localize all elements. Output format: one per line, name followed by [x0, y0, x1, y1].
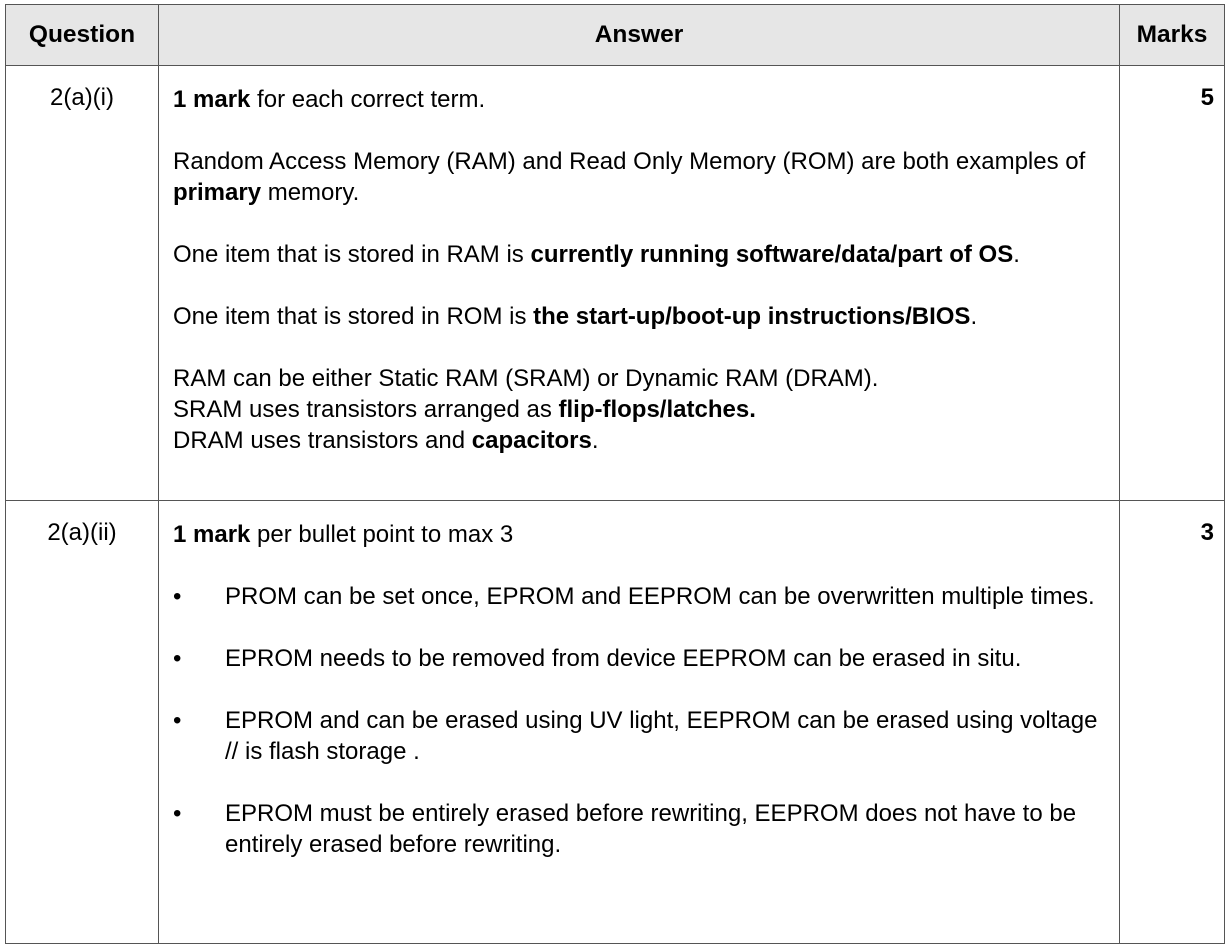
list-item: • EPROM must be entirely erased before rewriting, EEPROM does not have to be entirely erased before rewriting.	[173, 800, 1077, 858]
answer-paragraph: One item that is stored in RAM is currently running software/data/part of OS.	[173, 241, 1020, 268]
table-row	[6, 66, 1225, 501]
header-question: Question	[6, 5, 159, 66]
answer-intro: 1 mark for each correct term.	[173, 86, 486, 113]
answer-paragraph: Random Access Memory (RAM) and Read Only Memory (ROM) are both examples of primary memory.	[173, 148, 1086, 206]
answer-paragraph: RAM can be either Static RAM (SRAM) or Dynamic RAM (DRAM). SRAM uses transistors arranged as flip-flops/latches. DRAM uses transistors and capacitors.	[173, 365, 879, 454]
bullet-icon: •	[173, 645, 182, 672]
marks-value: 3	[1120, 501, 1225, 944]
list-item: • EPROM and can be erased using UV light, EEPROM can be erased using voltage // is flash storage .	[173, 707, 1098, 765]
header-marks: Marks	[1120, 5, 1225, 66]
table-row	[6, 501, 1225, 944]
bullet-icon: •	[173, 800, 182, 827]
list-item: • PROM can be set once, EPROM and EEPROM can be overwritten multiple times.	[173, 583, 1095, 610]
answer-intro: 1 mark per bullet point to max 3	[173, 521, 514, 548]
answer-cell	[159, 501, 1120, 944]
mark-scheme-table	[5, 4, 1225, 944]
answer-paragraph: One item that is stored in ROM is the start-up/boot-up instructions/BIOS.	[173, 303, 978, 330]
list-item: • EPROM needs to be removed from device EEPROM can be erased in situ.	[173, 645, 1022, 672]
header-answer: Answer	[159, 5, 1120, 66]
marks-value: 5	[1120, 66, 1225, 501]
answer-cell	[159, 66, 1120, 501]
bullet-icon: •	[173, 707, 182, 734]
header-row	[6, 5, 1225, 66]
bullet-icon: •	[173, 583, 182, 610]
question-number: 2(a)(i)	[6, 66, 159, 501]
question-number: 2(a)(ii)	[6, 501, 159, 944]
bullet-list	[173, 581, 1105, 860]
